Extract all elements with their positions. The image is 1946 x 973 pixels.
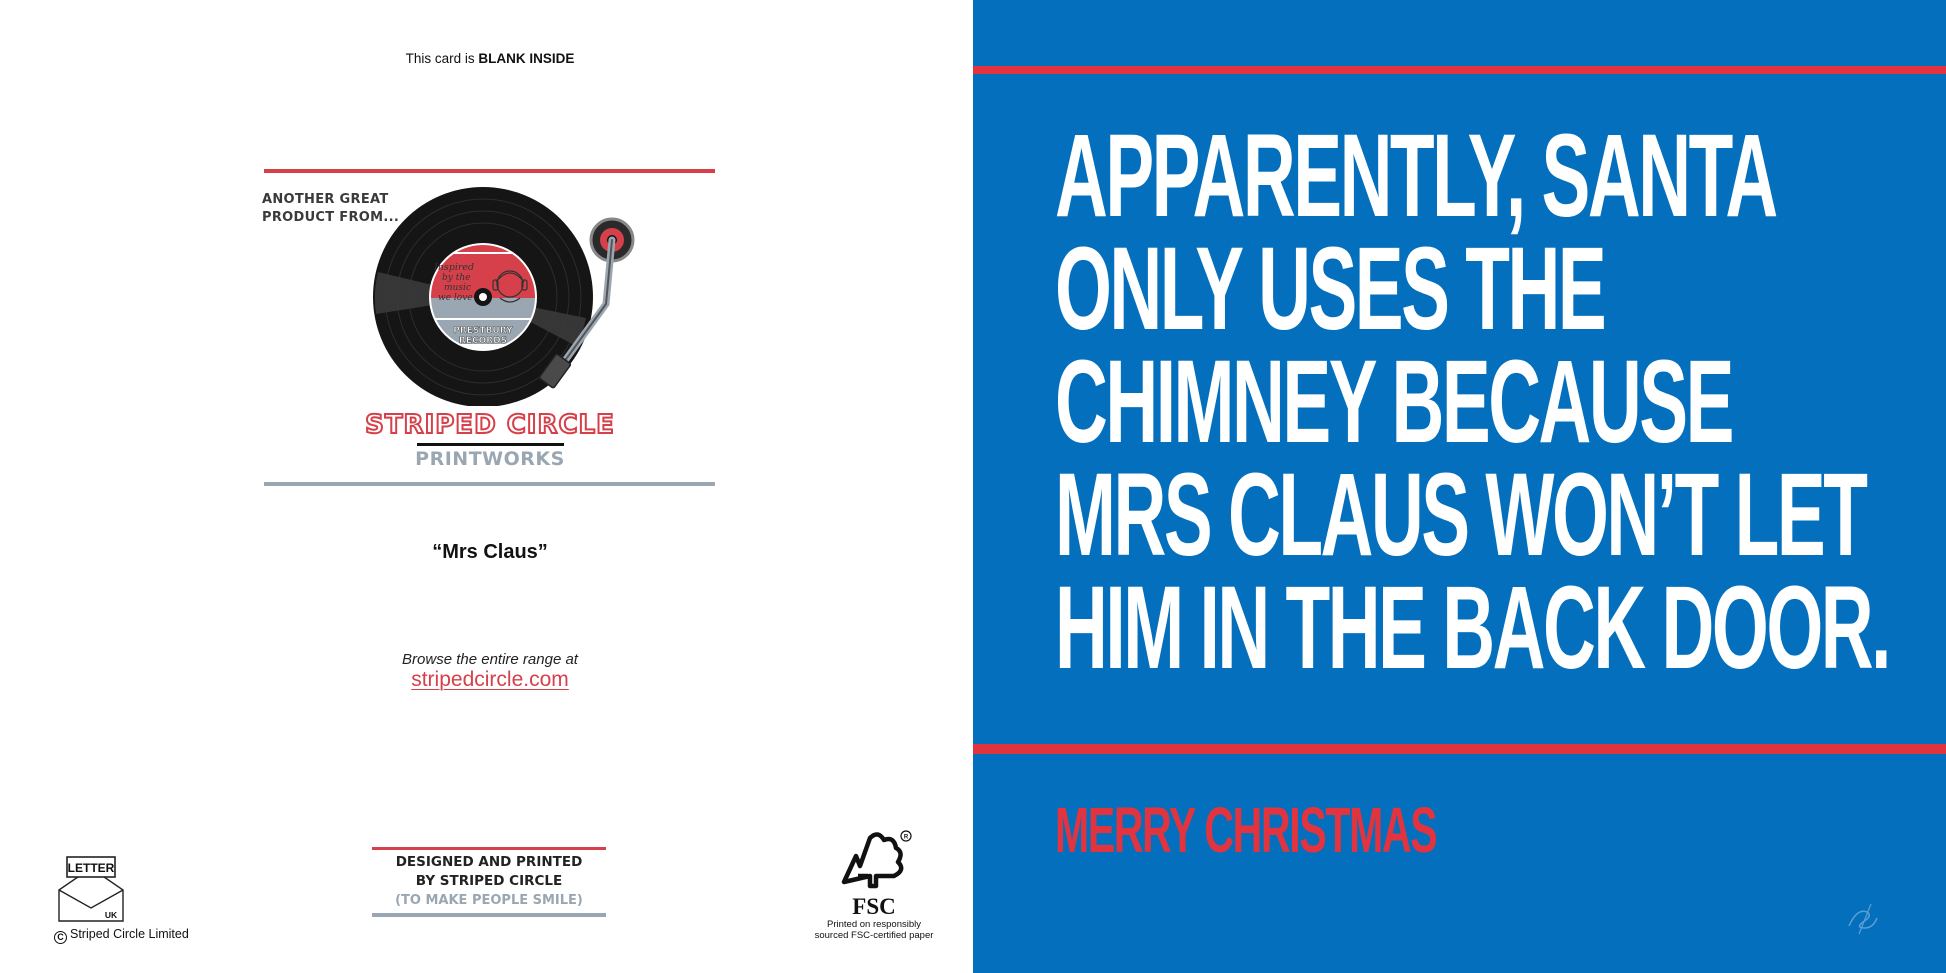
brand-name: STRIPED CIRCLE [365, 410, 615, 440]
brand-divider [417, 443, 564, 446]
joke-line-1: APPARENTLY, SANTA [1055, 110, 1776, 242]
greeting-text: MERRY CHRISTMAS [1055, 794, 1437, 866]
card-front-panel [973, 0, 1946, 973]
copyright-notice [54, 927, 189, 944]
designed-bottom-rule [372, 913, 606, 917]
top-red-stripe [973, 66, 1946, 74]
website-link[interactable]: stripedcircle.com [411, 668, 569, 691]
letter-icon-bottom-text: UK [104, 910, 118, 920]
card-title: “Mrs Claus” [432, 541, 548, 563]
designed-line-1: DESIGNED AND PRINTED [395, 854, 583, 870]
copyright-icon: C [54, 931, 67, 944]
brand-subtitle: PRINTWORKS [415, 448, 565, 470]
joke-text [1055, 110, 1889, 694]
fsc-caption-line-2: sourced FSC-certified paper [814, 930, 934, 941]
designed-line-2: BY STRIPED CIRCLE [415, 873, 563, 889]
blank-inside-notice [0, 51, 980, 66]
logo-tagline-line-2: PRODUCT FROM... [262, 210, 400, 225]
svg-text:R: R [903, 834, 909, 841]
copyright-text: Striped Circle Limited [70, 927, 189, 941]
record-spindle-hole [479, 293, 487, 301]
letter-uk-envelope-icon [58, 856, 124, 922]
designed-line-3: (TO MAKE PEOPLE SMILE) [395, 893, 583, 908]
blank-inside-prefix: This card is [405, 51, 479, 66]
record-brand-1: PRESTBURY [453, 326, 513, 336]
designed-top-rule [372, 847, 606, 850]
artist-signature-mark [1843, 898, 1883, 938]
joke-line-4: MRS CLAUS WON’T LET [1055, 449, 1866, 581]
designed-by-block [372, 853, 606, 910]
letter-icon-top-text: LETTER [67, 861, 115, 875]
record-label-text-4: we love [438, 293, 473, 303]
fsc-mark-text: FSC [852, 894, 896, 918]
joke-line-2: ONLY USES THE [1055, 223, 1605, 355]
joke-line-3: CHIMNEY BECAUSE [1055, 336, 1732, 468]
fsc-caption-line-1: Printed on responsibly [827, 919, 921, 930]
bottom-red-stripe [973, 744, 1946, 754]
fsc-caption [792, 919, 956, 941]
fsc-tree-logo-icon [836, 828, 912, 918]
blank-inside-bold: BLANK INSIDE [478, 51, 575, 66]
record-brand-2: RECORDS [458, 336, 508, 346]
record-label-text-1: Inspired [434, 262, 475, 273]
logo-tagline-line-1: ANOTHER GREAT [262, 192, 389, 207]
joke-line-5: HIM IN THE BACK DOOR. [1055, 562, 1889, 694]
record-label-text-2: by the [442, 273, 471, 283]
record-label-text-3: music [444, 283, 471, 293]
turntable-record-logo [368, 186, 640, 406]
website-link-wrapper [0, 668, 980, 692]
logo-top-rule [264, 169, 715, 173]
browse-text: Browse the entire range at [402, 651, 578, 668]
logo-bottom-rule [264, 482, 715, 486]
